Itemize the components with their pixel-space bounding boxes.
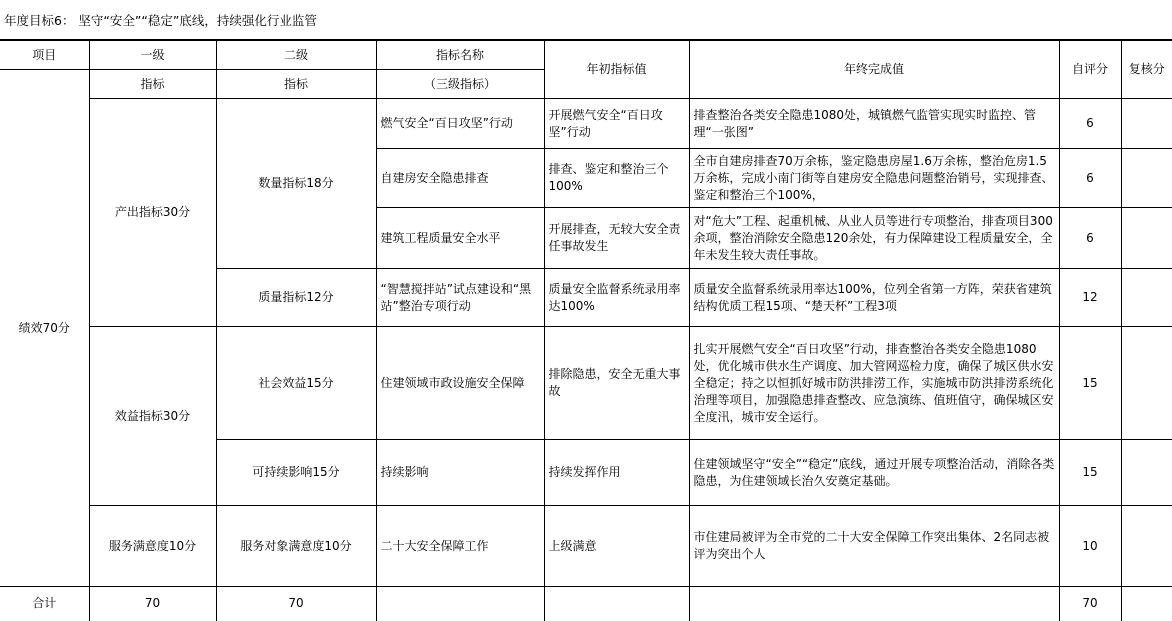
review-score	[1121, 149, 1172, 208]
header-review-score: 复核分	[1121, 41, 1172, 99]
self-score: 10	[1059, 506, 1121, 587]
header-initial-value: 年初指标值	[544, 41, 689, 99]
indicator-name: 住建领域市政设施安全保障	[376, 327, 544, 440]
total-empty-initial	[544, 587, 689, 621]
initial-value: 质量安全监督系统录用率达100%	[544, 269, 689, 327]
self-score: 6	[1059, 208, 1121, 269]
indicator-name: “智慧搅拌站”试点建设和“黑站”整治专项行动	[376, 269, 544, 327]
final-value: 市住建局被评为全市党的二十大安全保障工作突出集体、2名同志被评为突出个人	[689, 506, 1059, 587]
performance-table	[0, 40, 1172, 621]
final-value: 扎实开展燃气安全“百日攻坚”行动，排查整治各类安全隐患1080处，优化城市供水生产调度、加大管网巡检力度，确保了城区供水安全稳定；持之以恒抓好城市防洪排涝工作，实施城市防洪排涝系统化治理等项目，加强隐患排查整改、应急演练、值班值守，确保城区安全度汛，城市安全运行。	[689, 327, 1059, 440]
indicator-name: 燃气安全“百日攻坚”行动	[376, 99, 544, 149]
header-indicator-name-sub: （三级指标）	[376, 70, 544, 99]
level2-social: 社会效益15分	[216, 327, 376, 440]
self-score: 15	[1059, 440, 1121, 506]
header-level2: 二级	[216, 41, 376, 70]
self-score: 6	[1059, 99, 1121, 149]
review-score	[1121, 440, 1172, 506]
review-score	[1121, 99, 1172, 149]
header-self-score: 自评分	[1059, 41, 1121, 99]
indicator-name: 自建房安全隐患排查	[376, 149, 544, 208]
project-cell: 绩效70分	[0, 70, 89, 587]
header-level2-sub: 指标	[216, 70, 376, 99]
level1-output: 产出指标30分	[89, 99, 216, 327]
header-indicator-name: 指标名称	[376, 41, 544, 70]
page-title	[0, 0, 1172, 40]
initial-value: 排查、鉴定和整治三个100%	[544, 149, 689, 208]
initial-value: 排除隐患，安全无重大事故	[544, 327, 689, 440]
title-text: 年度目标6： 坚守“安全”“稳定”底线，持续强化行业监管	[4, 12, 317, 28]
final-value: 排查整治各类安全隐患1080处，城镇燃气监管实现实时监控、管理“一张图”	[689, 99, 1059, 149]
header-project: 项目	[0, 41, 89, 70]
total-empty-final	[689, 587, 1059, 621]
initial-value: 上级满意	[544, 506, 689, 587]
level2-service-target: 服务对象满意度10分	[216, 506, 376, 587]
header-final-value: 年终完成值	[689, 41, 1059, 99]
indicator-name: 建筑工程质量安全水平	[376, 208, 544, 269]
self-score: 6	[1059, 149, 1121, 208]
total-label: 合计	[0, 587, 89, 621]
review-score	[1121, 506, 1172, 587]
initial-value: 开展排查，无较大安全责任事故发生	[544, 208, 689, 269]
self-score: 12	[1059, 269, 1121, 327]
total-empty-name	[376, 587, 544, 621]
total-self-score: 70	[1059, 587, 1121, 621]
final-value: 全市自建房排查70万余栋，鉴定隐患房屋1.6万余栋，整治危房1.5万余栋，完成小南门街等自建房安全隐患问题整治销号，实现排查、鉴定和整治三个100%，	[689, 149, 1059, 208]
initial-value: 开展燃气安全“百日攻坚”行动	[544, 99, 689, 149]
total-review-score	[1121, 587, 1172, 621]
level1-benefit: 效益指标30分	[89, 327, 216, 506]
level1-satisfaction: 服务满意度10分	[89, 506, 216, 587]
review-score	[1121, 269, 1172, 327]
level2-quantity: 数量指标18分	[216, 99, 376, 269]
final-value: 对“危大”工程、起重机械、从业人员等进行专项整治，排查项目300余项，整治消除安全隐患120余处，有力保障建设工程质量安全，全年未发生较大责任事故。	[689, 208, 1059, 269]
review-score	[1121, 327, 1172, 440]
review-score	[1121, 208, 1172, 269]
self-score: 15	[1059, 327, 1121, 440]
level2-quality: 质量指标12分	[216, 269, 376, 327]
indicator-name: 持续影响	[376, 440, 544, 506]
total-level1: 70	[89, 587, 216, 621]
final-value: 住建领域坚守“安全”“稳定”底线，通过开展专项整治活动，消除各类隐患，为住建领域长治久安奠定基础。	[689, 440, 1059, 506]
level2-sustainable: 可持续影响15分	[216, 440, 376, 506]
header-level1: 一级	[89, 41, 216, 70]
header-level1-sub: 指标	[89, 70, 216, 99]
final-value: 质量安全监督系统录用率达100%，位列全省第一方阵，荣获省建筑结构优质工程15项、“楚天杯”工程3项	[689, 269, 1059, 327]
total-level2: 70	[216, 587, 376, 621]
initial-value: 持续发挥作用	[544, 440, 689, 506]
indicator-name: 二十大安全保障工作	[376, 506, 544, 587]
